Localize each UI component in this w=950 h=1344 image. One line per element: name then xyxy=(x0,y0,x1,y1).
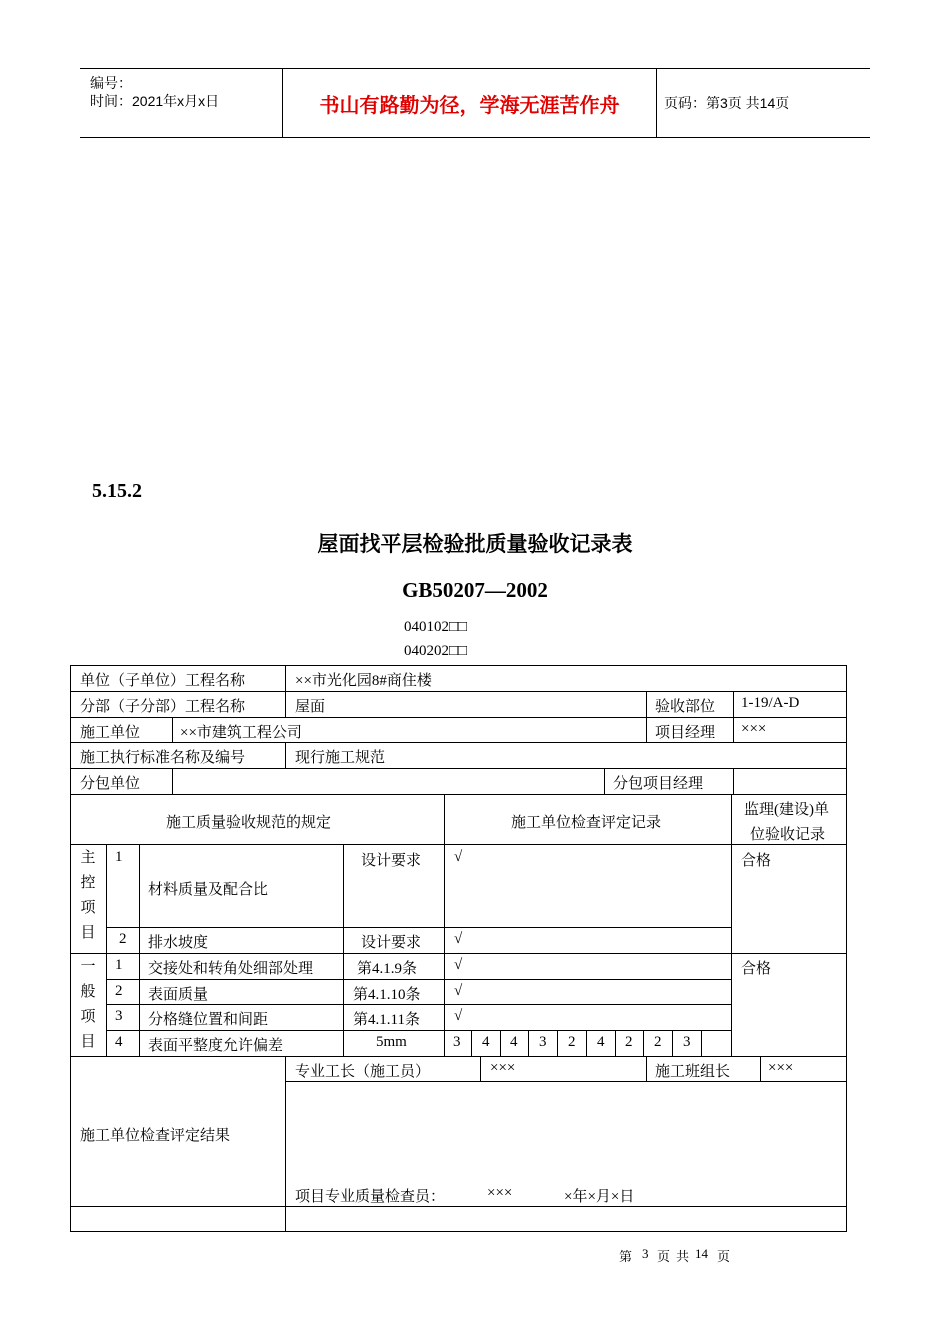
col-supervisor-header-2: 位验收记录 xyxy=(750,827,826,843)
main-item-1-name: 材料质量及配合比 xyxy=(148,882,269,898)
main-item-1-check: √ xyxy=(454,849,463,865)
section-number: 5.15.2 xyxy=(92,480,142,502)
foreman-value: ××× xyxy=(490,1060,516,1076)
general-item-1-check: √ xyxy=(454,957,463,973)
footer-c: 共 xyxy=(676,1249,690,1264)
inspector-date: ×年×月×日 xyxy=(564,1189,635,1205)
general-group-char-2: 般 xyxy=(80,984,96,1000)
team-leader-value: ××× xyxy=(768,1060,794,1076)
acceptance-part-value: 1-19/A-D xyxy=(741,695,800,711)
inspector-value: ××× xyxy=(487,1185,513,1201)
footer-a: 第 xyxy=(619,1249,633,1264)
unit-project-label: 单位（子单位）工程名称 xyxy=(80,673,246,689)
main-item-2-check: √ xyxy=(454,931,463,947)
main-item-2-name: 排水坡度 xyxy=(148,935,209,951)
general-item-4-name: 表面平整度允许偏差 xyxy=(148,1038,284,1054)
main-item-1-req: 设计要求 xyxy=(361,853,422,869)
project-manager-label: 项目经理 xyxy=(655,725,716,741)
batch-code-1: 040102□□ xyxy=(404,619,468,635)
standard-code: GB50207—2002 xyxy=(402,578,548,602)
standard-value: 现行施工规范 xyxy=(295,750,386,766)
main-item-1-no: 1 xyxy=(115,849,123,865)
team-leader-label: 施工班组长 xyxy=(655,1064,731,1080)
acceptance-part-label: 验收部位 xyxy=(655,699,716,715)
flatness-value: 2 xyxy=(654,1034,662,1050)
footer-total: 14 xyxy=(695,1246,708,1261)
general-group-char-4: 目 xyxy=(80,1034,96,1050)
general-item-2-no: 2 xyxy=(115,983,123,999)
number-label: 编号： xyxy=(90,75,132,91)
unit-project-value: ××市光化园8#商住楼 xyxy=(295,673,432,689)
general-item-3-req: 第4.1.11条 xyxy=(353,1012,420,1028)
general-item-1-no: 1 xyxy=(115,957,123,973)
general-item-1-req: 第4.1.9条 xyxy=(357,961,418,977)
general-item-4-req: 5mm xyxy=(376,1034,407,1050)
foreman-label: 专业工长（施工员） xyxy=(295,1064,431,1080)
header-motto: 书山有路勤为径，学海无涯苦作舟 xyxy=(282,69,657,137)
general-item-3-check: √ xyxy=(454,1008,463,1024)
sub-project-label: 分部（子分部）工程名称 xyxy=(80,699,246,715)
col-supervisor-header-1: 监理(建设)单 xyxy=(744,802,829,818)
footer-b: 页 xyxy=(657,1249,671,1264)
flatness-value: 4 xyxy=(510,1034,518,1050)
subcontractor-label: 分包单位 xyxy=(80,776,141,792)
general-item-3-no: 3 xyxy=(115,1008,123,1024)
batch-code-2: 040202□□ xyxy=(404,643,468,659)
main-result: 合格 xyxy=(741,853,772,869)
subcontractor-pm-label: 分包项目经理 xyxy=(613,776,704,792)
main-group-char-4: 目 xyxy=(80,925,96,941)
flatness-value: 4 xyxy=(597,1034,605,1050)
main-item-2-no: 2 xyxy=(119,931,127,947)
col-check-header: 施工单位检查评定记录 xyxy=(511,815,662,831)
flatness-value: 3 xyxy=(683,1034,691,1050)
general-item-2-name: 表面质量 xyxy=(148,987,209,1003)
standard-label: 施工执行标准名称及编号 xyxy=(80,750,246,766)
general-item-2-check: √ xyxy=(454,983,463,999)
general-item-1-name: 交接处和转角处细部处理 xyxy=(148,961,314,977)
footer-d: 页 xyxy=(717,1249,731,1264)
project-manager-value: ××× xyxy=(741,721,767,737)
general-item-3-name: 分格缝位置和间距 xyxy=(148,1012,269,1028)
flatness-value: 4 xyxy=(482,1034,490,1050)
main-group-char-1: 主 xyxy=(80,850,96,866)
flatness-value: 3 xyxy=(453,1034,461,1050)
footer-page: 3 xyxy=(642,1246,649,1261)
main-item-2-req: 设计要求 xyxy=(361,935,422,951)
general-result: 合格 xyxy=(741,961,772,977)
header-page: 页码：第3页 共14页 xyxy=(664,95,790,111)
general-item-4-no: 4 xyxy=(115,1034,123,1050)
flatness-value: 2 xyxy=(625,1034,633,1050)
general-item-2-req: 第4.1.10条 xyxy=(353,987,421,1003)
main-group-char-3: 项 xyxy=(80,900,96,916)
contractor-result-label: 施工单位检查评定结果 xyxy=(80,1128,231,1144)
inspector-label: 项目专业质量检查员： xyxy=(295,1189,446,1205)
main-group-char-2: 控 xyxy=(80,875,96,891)
date-label: 时间：2021年x月x日 xyxy=(90,93,220,109)
col-spec-header: 施工质量验收规范的规定 xyxy=(166,815,332,831)
flatness-value: 3 xyxy=(539,1034,547,1050)
contractor-value: ××市建筑工程公司 xyxy=(180,725,302,741)
general-group-char-1: 一 xyxy=(80,959,96,975)
flatness-value: 2 xyxy=(568,1034,576,1050)
document-title: 屋面找平层检验批质量验收记录表 xyxy=(317,532,633,556)
contractor-label: 施工单位 xyxy=(80,725,141,741)
general-group-char-3: 项 xyxy=(80,1009,96,1025)
sub-project-value: 屋面 xyxy=(295,699,326,715)
